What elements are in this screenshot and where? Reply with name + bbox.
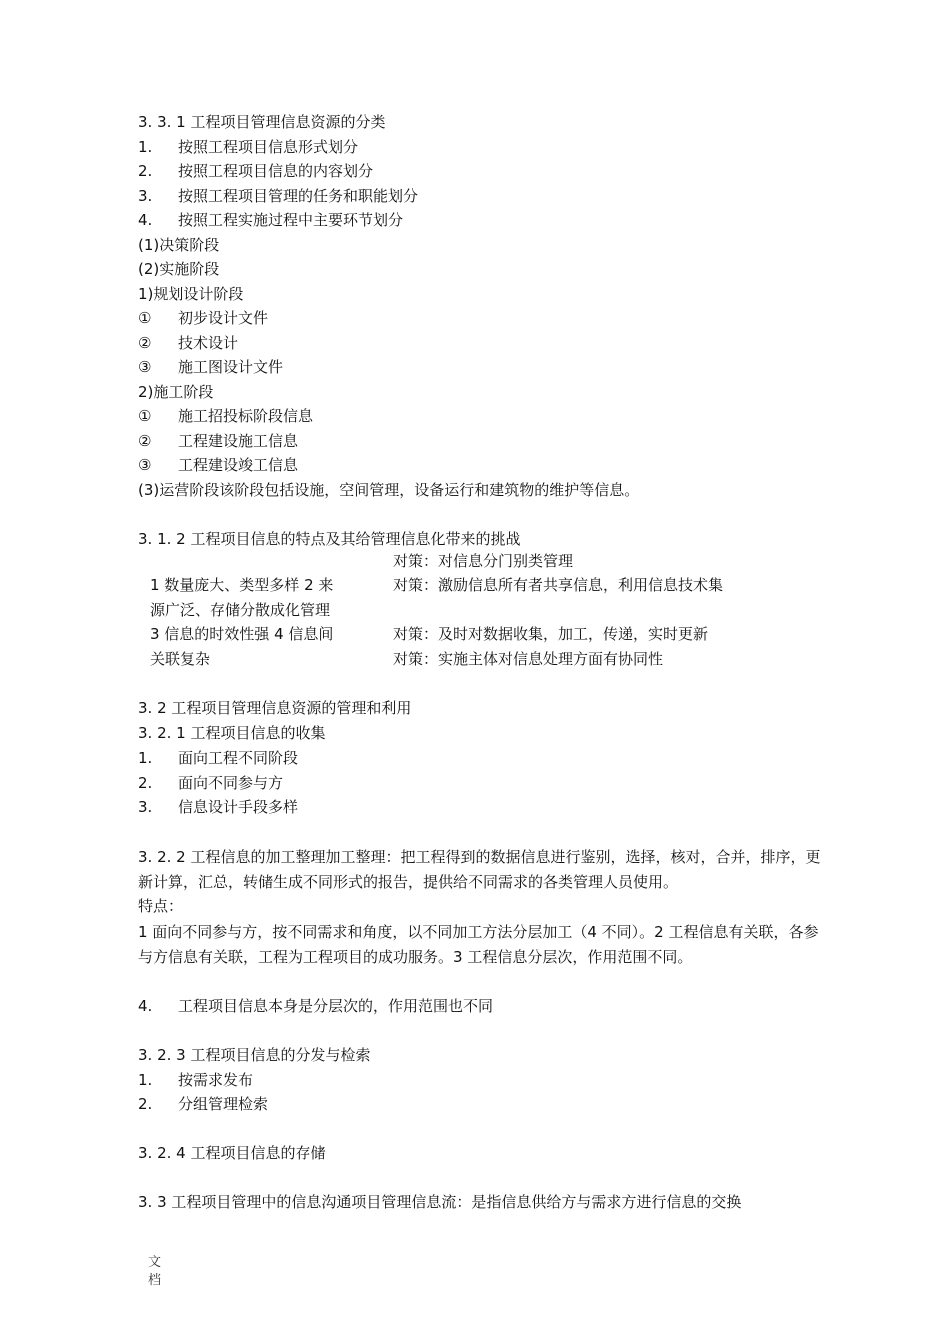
- list-text: 按照工程项目管理的任务和职能划分: [178, 187, 419, 205]
- features-label: 特点：: [138, 897, 184, 915]
- section-heading-323: 3. 2. 3 工程项目信息的分发与检索: [138, 1046, 371, 1064]
- circled-number: ③: [138, 358, 152, 376]
- circled-number: ①: [138, 407, 152, 425]
- section-heading-331: 3. 3. 1 工程项目管理信息资源的分类: [138, 113, 386, 131]
- list-item: [138, 333, 238, 353]
- substage-construction: 2)施工阶段: [138, 383, 214, 401]
- list-item: [138, 773, 283, 793]
- list-number: 4.: [138, 211, 153, 229]
- list-number: 1.: [138, 749, 153, 767]
- list-item: [138, 161, 373, 181]
- feature-line: 源广泛、存储分散成化管理: [150, 601, 331, 619]
- section-paragraph-33: 3. 3 工程项目管理中的信息沟通项目管理信息流：是指信息供给方与需求方进行信息的交换: [138, 1193, 742, 1211]
- list-item: [138, 748, 298, 768]
- stage-implementation: (2)实施阶段: [138, 260, 220, 278]
- circled-number: ②: [138, 432, 152, 450]
- list-text: 初步设计文件: [178, 309, 269, 327]
- countermeasure-1: 对策：对信息分门别类管理: [393, 552, 574, 570]
- list-text: 施工图设计文件: [178, 358, 284, 376]
- footer-label: 文档: [148, 1255, 162, 1288]
- list-item: [138, 137, 358, 157]
- stage-decision: (1)决策阶段: [138, 236, 220, 254]
- list-text: 按照工程项目信息形式划分: [178, 138, 359, 156]
- section-paragraph-322: 3. 2. 2 工程信息的加工整理加工整理：把工程得到的数据信息进行鉴别，选择，核对，合并，排序，更新计算，汇总，转储生成不同形式的报告，提供给不同需求的各类管理人员使用。: [138, 848, 821, 891]
- list-text: 面向工程不同阶段: [178, 749, 299, 767]
- feature-line: 1 数量庞大、类型多样 2 来: [150, 576, 334, 594]
- list-text: 按需求发布: [178, 1071, 254, 1089]
- feature-line: 关联复杂: [150, 650, 211, 668]
- list-text: 工程项目信息本身是分层次的，作用范围也不同: [178, 997, 494, 1015]
- list-item: [138, 1070, 253, 1090]
- list-item: [138, 308, 268, 328]
- list-item: [138, 357, 283, 377]
- circled-number: ③: [138, 456, 152, 474]
- countermeasure-4: 对策：实施主体对信息处理方面有协同性: [393, 650, 664, 668]
- list-number: 2.: [138, 774, 153, 792]
- circled-number: ②: [138, 334, 152, 352]
- section-heading-312: 3. 1. 2 工程项目信息的特点及其给管理信息化带来的挑战: [138, 530, 521, 548]
- list-number: 3.: [138, 187, 153, 205]
- list-text: 施工招投标阶段信息: [178, 407, 314, 425]
- circled-number: ①: [138, 309, 152, 327]
- list-item: [138, 1094, 268, 1114]
- features-paragraph: 1 面向不同参与方，按不同需求和角度，以不同加工方法分层加工（4 不同）。2 工程信息有关联，各参与方信息有关联，工程为工程项目的成功服务。3 工程信息分层次，作用范围不同。: [138, 923, 819, 966]
- section-heading-324: 3. 2. 4 工程项目信息的存储: [138, 1144, 326, 1162]
- list-number: 1.: [138, 138, 153, 156]
- list-item: [138, 210, 403, 230]
- list-item: [138, 797, 298, 817]
- list-item: [138, 406, 313, 426]
- substage-planning-design: 1)规划设计阶段: [138, 285, 244, 303]
- list-text: 面向不同参与方: [178, 774, 284, 792]
- list-text: 技术设计: [178, 334, 239, 352]
- countermeasure-3: 对策：及时对数据收集，加工，传递，实时更新: [393, 625, 709, 643]
- list-text: 分组管理检索: [178, 1095, 269, 1113]
- list-item: [138, 996, 493, 1016]
- list-item: [138, 455, 298, 475]
- list-text: 按照工程项目信息的内容划分: [178, 162, 374, 180]
- list-text: 工程建设竣工信息: [178, 456, 299, 474]
- list-number: 4.: [138, 997, 153, 1015]
- list-text: 按照工程实施过程中主要环节划分: [178, 211, 404, 229]
- list-text: 工程建设施工信息: [178, 432, 299, 450]
- list-number: 2.: [138, 1095, 153, 1113]
- list-item: [138, 431, 298, 451]
- list-number: 1.: [138, 1071, 153, 1089]
- list-number: 2.: [138, 162, 153, 180]
- stage-operation: (3)运营阶段该阶段包括设施，空间管理，设备运行和建筑物的维护等信息。: [138, 481, 640, 499]
- list-text: 信息设计手段多样: [178, 798, 299, 816]
- section-heading-32: 3. 2 工程项目管理信息资源的管理和利用: [138, 699, 412, 717]
- countermeasure-2: 对策：激励信息所有者共享信息，利用信息技术集: [393, 576, 724, 594]
- list-number: 3.: [138, 798, 153, 816]
- section-heading-321: 3. 2. 1 工程项目信息的收集: [138, 724, 326, 742]
- feature-line: 3 信息的时效性强 4 信息间: [150, 625, 334, 643]
- list-item: [138, 186, 418, 206]
